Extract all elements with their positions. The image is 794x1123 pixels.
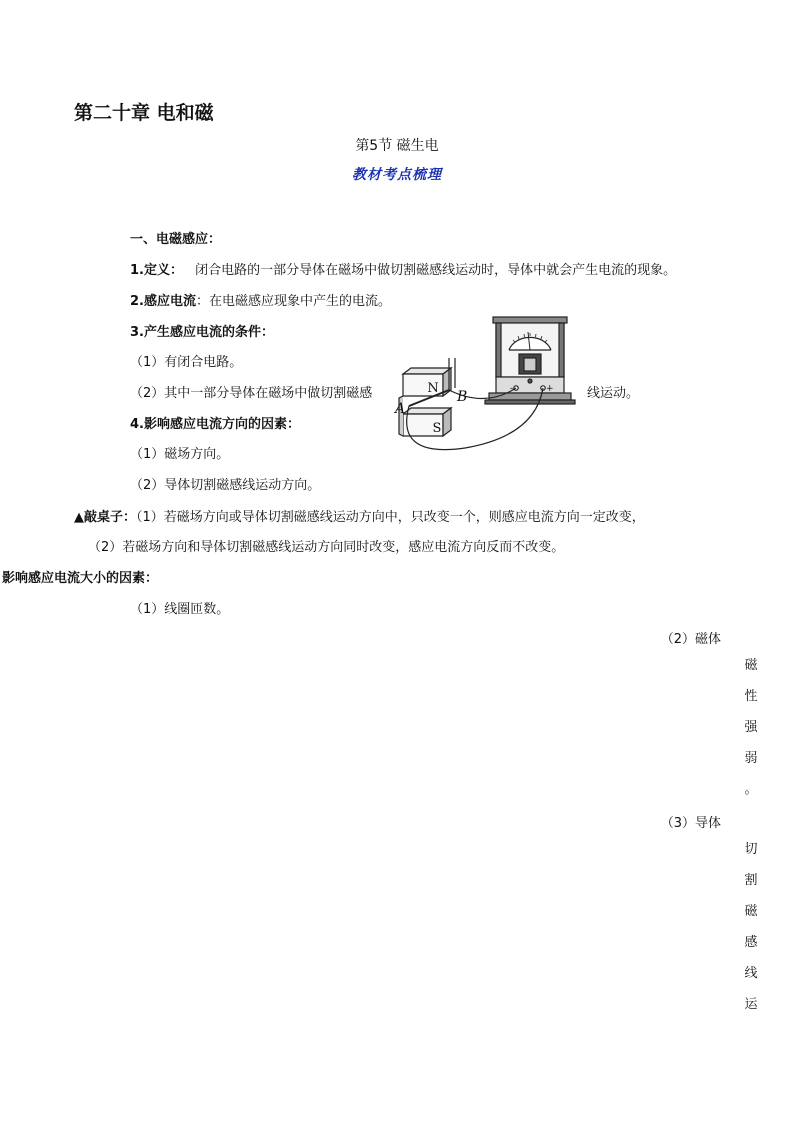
vertical-char: 切 (744, 842, 758, 857)
vertical-char: 强 (744, 720, 758, 735)
point-a-label: A (395, 401, 406, 417)
magnitude-factor-2-start: （2）磁体 (660, 632, 721, 647)
review-title: 教材考点梳理 (352, 167, 442, 183)
vertical-char: 线 (744, 966, 758, 981)
magnitude-factor-1: （1）线圈匝数。 (130, 602, 230, 617)
condition-label: 3.产生感应电流的条件： (130, 325, 274, 340)
condition-2-end: 线运动。 (587, 386, 640, 401)
note-line-1 (74, 506, 645, 525)
magnitude-factor-3-vertical (741, 834, 761, 1020)
meter-minus-label: - (510, 384, 514, 394)
direction-label: 4.影响感应电流方向的因素： (130, 417, 300, 432)
vertical-char: 弱 (744, 751, 758, 766)
definition-label: 1.定义： (130, 263, 183, 278)
induced-current-text: ：在电磁感应现象中产生的电流。 (195, 294, 391, 309)
galvanometer-icon (485, 317, 575, 404)
vertical-char: 磁 (744, 904, 758, 919)
direction-1: （1）磁场方向。 (130, 447, 230, 462)
magnitude-heading: 影响感应电流大小的因素： (2, 571, 159, 586)
magnitude-factor-2-vertical (741, 650, 761, 805)
pole-n-label: N (427, 381, 439, 396)
vertical-char: 磁 (744, 658, 758, 673)
chapter-title: 第二十章 电和磁 (74, 102, 214, 124)
induction-apparatus-figure (385, 308, 585, 458)
definition-text: 闭合电路的一部分导体在磁场中做切割磁感线运动时，导体中就会产生电流的现象。 (195, 263, 677, 278)
condition-2: （2）其中一部分导体在磁场中做切割磁感 (130, 386, 373, 401)
magnitude-factor-3-start: （3）导体 (660, 816, 721, 831)
definition-line (130, 259, 676, 278)
note-text-1: （1）若磁场方向或导体切割磁感线运动方向中，只改变一个，则感应电流方向一定改变， (136, 510, 645, 525)
vertical-char: 感 (744, 935, 758, 950)
note-line-2: （2）若磁场方向和导体切割磁感线运动方向同时改变，感应电流方向反而不改变。 (88, 540, 565, 555)
vertical-char: 运 (744, 997, 758, 1012)
note-label: ▲敲桌子： (74, 510, 136, 525)
vertical-char: 。 (744, 782, 758, 797)
condition-1: （1）有闭合电路。 (130, 355, 243, 370)
section-title: 第5节 磁生电 (355, 138, 439, 154)
direction-2: （2）导体切割磁感线运动方向。 (130, 478, 321, 493)
meter-plus-label: + (546, 384, 554, 394)
induced-current-line (130, 290, 391, 309)
pole-s-label: S (432, 421, 442, 436)
heading-induction: 一、电磁感应： (130, 232, 222, 247)
point-b-label: B (457, 389, 468, 405)
vertical-char: 性 (744, 689, 758, 704)
induced-current-label: 2.感应电流 (130, 294, 196, 309)
vertical-char: 割 (744, 873, 758, 888)
